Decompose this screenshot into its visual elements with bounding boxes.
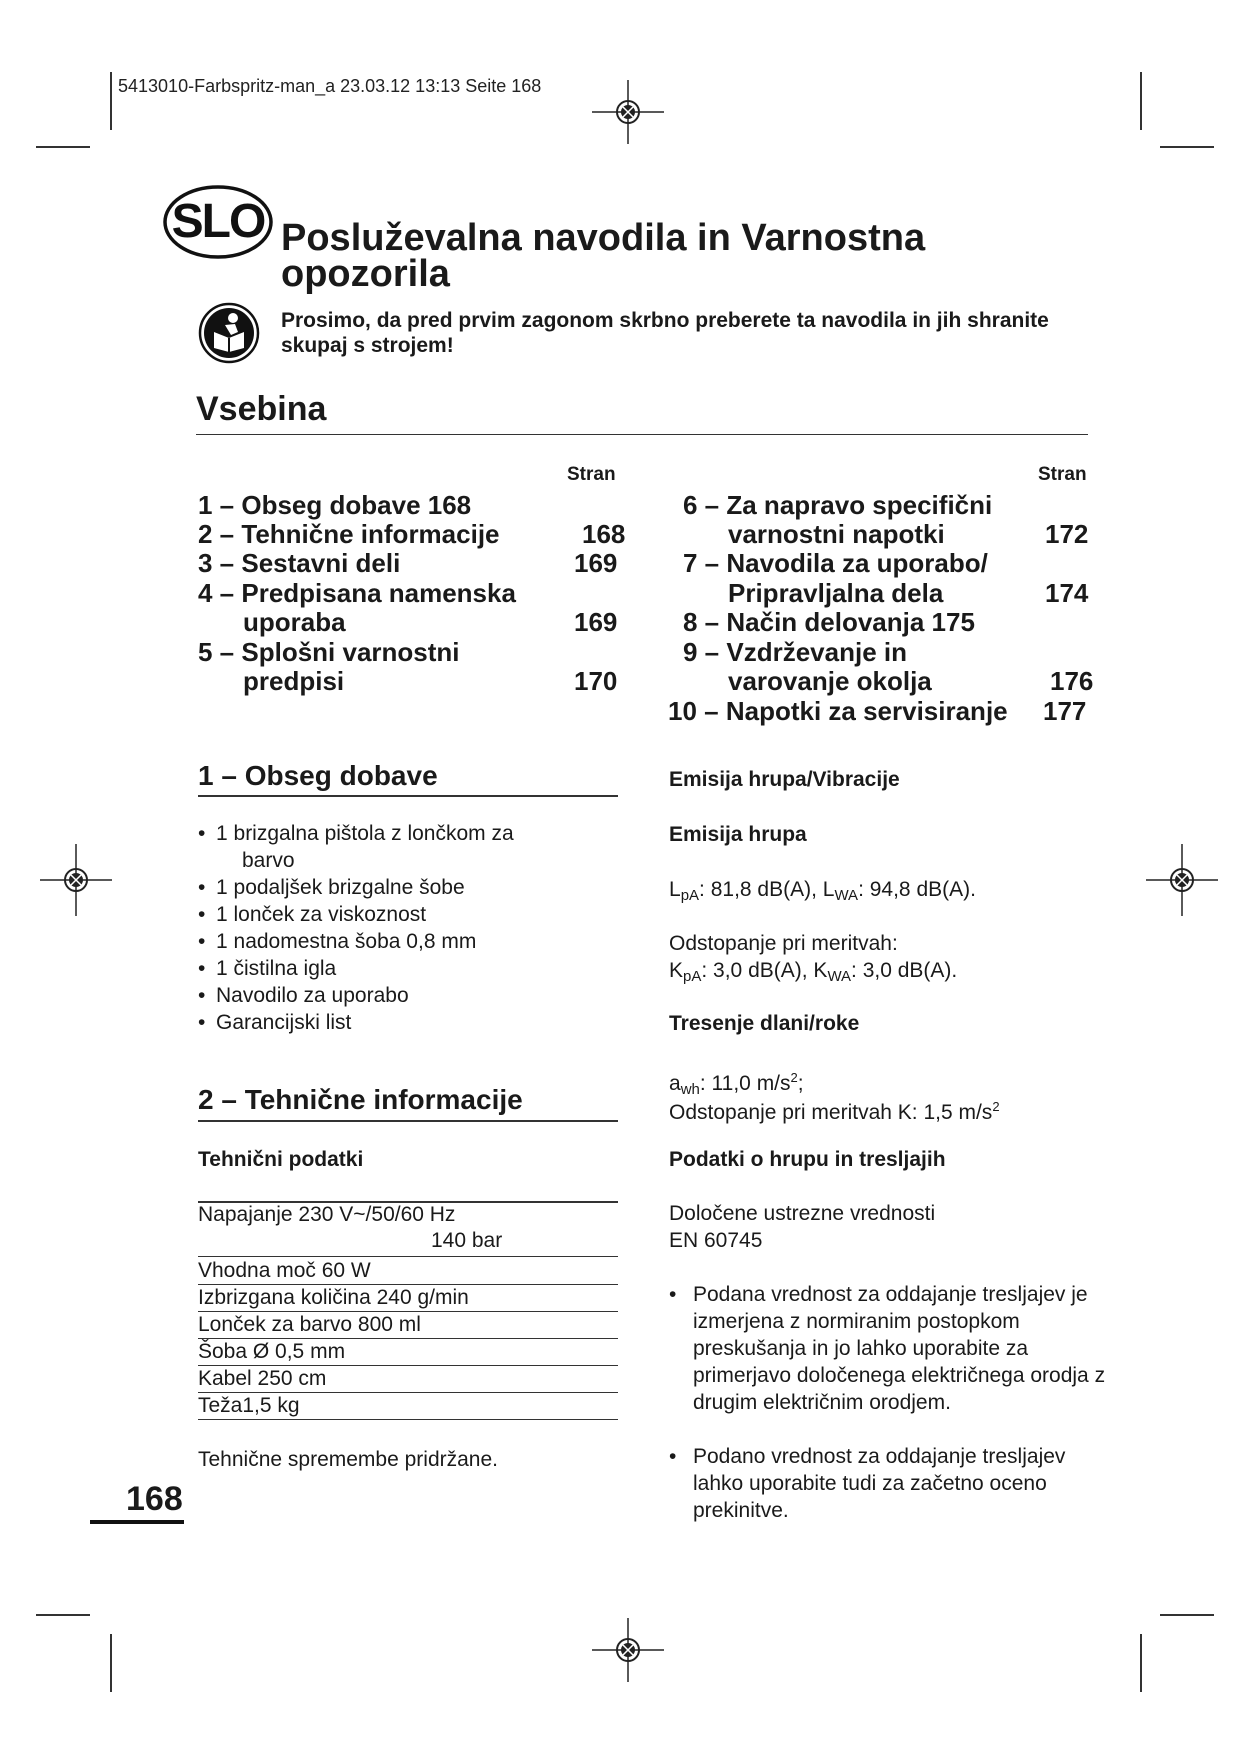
list-item: • 1 podaljšek brizgalne šobe <box>198 874 618 901</box>
section-heading: 1 – Obseg dobave <box>198 760 438 791</box>
toc-page-number: 174 <box>1045 578 1089 608</box>
spec-row: Šoba Ø 0,5 mm <box>198 1339 618 1366</box>
spec-note: Tehnične spremembe pridržane. <box>198 1448 498 1471</box>
toc-entry[interactable] <box>198 578 516 608</box>
toc-page-number: 169 <box>574 607 618 637</box>
list-item: • 1 čistilna igla <box>198 955 618 982</box>
toc-entry-cont: Pripravljalna dela <box>728 578 944 608</box>
deviation-label: Odstopanje pri meritvah: <box>669 932 898 955</box>
registration-mark-icon <box>592 1614 664 1686</box>
values-line: Določene ustrezne vrednosti <box>669 1202 936 1225</box>
spec-row: Kabel 250 cm <box>198 1366 618 1393</box>
divider <box>196 434 1088 435</box>
registration-mark-icon <box>40 844 112 916</box>
vibration-value: $a_{wh}$: 11,0 $m/s^2$; <box>669 1070 804 1098</box>
section-heading: 2 – Tehnične informacije <box>198 1084 523 1115</box>
spec-row <box>198 1202 618 1257</box>
info-bullet: • Podana vrednost za oddajanje tresljajev je izmerjena z normiranim postopkom preskušanja in jo lahko uporabite za primerjavo določenega električnega orodja z drugim električnim orodjem. <box>669 1281 1113 1416</box>
print-header: 5413010-Farbspritz-man_a 23.03.12 13:13 Seite 168 <box>118 76 542 96</box>
page-col-label: Stran <box>567 464 616 485</box>
spec-row: Izbrizgana količina 240 g/min <box>198 1285 618 1312</box>
vibration-deviation: Odstopanje pri meritvah K: 1,5 $m/s^2$ <box>669 1099 1000 1124</box>
toc-entry[interactable] <box>683 490 992 520</box>
crop-mark <box>110 1634 112 1692</box>
toc-entry-label: 6 – Za napravo specifični <box>683 490 993 520</box>
toc-entry-label: 5 – Splošni varnostni <box>198 637 460 667</box>
list-item: • Garancijski list <box>198 1009 618 1036</box>
toc-entry-cont: predpisi <box>243 666 345 696</box>
vibration-heading: Tresenje dlani/roke <box>669 1012 860 1035</box>
toc-entry-label: 10 – Napotki za servisiranje <box>668 696 1008 726</box>
noise-heading: Emisija hrupa <box>669 823 807 846</box>
list-item: • 1 nadomestna šoba 0,8 mm <box>198 928 618 955</box>
toc-page-number: 177 <box>1043 696 1087 726</box>
toc-entry[interactable] <box>198 519 500 549</box>
toc-entry[interactable] <box>683 548 988 578</box>
toc-entry[interactable] <box>198 490 471 520</box>
toc-entry[interactable] <box>683 637 907 667</box>
toc-page-number: 169 <box>574 548 618 578</box>
page-title: Posluževalna navodila in Varnostna opozorila <box>281 217 926 295</box>
deviation-values: $K_{pA}$: 3,0 dB(A), $K_{WA}$: 3,0 dB(A). <box>669 959 958 985</box>
spec-row: Vhodna moč 60 W <box>198 1258 618 1285</box>
values-line: EN 60745 <box>669 1229 763 1252</box>
spec-text-cont: 140 bar <box>431 1229 503 1252</box>
emission-heading: Emisija hrupa/Vibracije <box>669 768 900 791</box>
toc-entry-cont: varnostni napotki <box>728 519 945 549</box>
toc-entry-cont: varovanje okolja <box>728 666 932 696</box>
toc-entry[interactable] <box>668 696 1008 726</box>
page-number: 168 <box>126 1480 183 1518</box>
toc-entry-cont: uporaba <box>243 607 346 637</box>
intro-text: Prosimo, da pred prvim zagonom skrbno preberete ta navodila in jih shranite skupaj s strojem! <box>281 309 1049 357</box>
list-item: • 1 brizgalna pištola z lončkom za <box>198 820 618 847</box>
toc-entry[interactable] <box>198 637 460 667</box>
contents-heading: Vsebina <box>196 390 327 428</box>
spec-row: Teža1,5 kg <box>198 1393 618 1420</box>
toc-page-number: 170 <box>574 666 618 696</box>
list-item: • 1 lonček za viskoznost <box>198 901 618 928</box>
toc-entry-label: 3 – Sestavni deli <box>198 548 401 578</box>
registration-mark-icon <box>592 76 664 148</box>
toc-page-number: 168 <box>582 519 626 549</box>
specs-subheading: Tehnični podatki <box>198 1148 364 1171</box>
toc-entry-label: 9 – Vzdrževanje in <box>683 637 907 667</box>
toc-entry[interactable] <box>683 607 975 637</box>
noise-values: $L_{pA}$: 81,8 dB(A), $L_{WA}$: 94,8 dB(A). <box>669 878 976 904</box>
crop-mark <box>1160 146 1214 148</box>
toc-entry[interactable] <box>198 548 400 578</box>
toc-entry-label: 1 – Obseg dobave 168 <box>198 490 472 520</box>
crop-mark <box>1160 1614 1214 1616</box>
crop-mark <box>1140 1634 1142 1692</box>
toc-page-number: 172 <box>1045 519 1089 549</box>
divider <box>198 795 618 797</box>
list-item: • Navodilo za uporabo <box>198 982 618 1009</box>
toc-entry-label: 7 – Navodila za uporabo/ <box>683 548 988 578</box>
spec-row: Lonček za barvo 800 ml <box>198 1312 618 1339</box>
crop-mark <box>1140 72 1142 130</box>
spec-text: Napajanje 230 V~/50/60 Hz <box>198 1203 456 1226</box>
toc-entry-label: 4 – Predpisana namenska <box>198 578 516 608</box>
read-manual-icon <box>198 302 260 364</box>
toc-entry-label: 2 – Tehnične informacije <box>198 519 500 549</box>
crop-mark <box>36 1614 90 1616</box>
badge-text: SLO <box>171 195 265 248</box>
toc-entry-label: 8 – Način delovanja 175 <box>683 607 975 637</box>
page-number-underline <box>90 1520 184 1524</box>
list-item-cont: barvo <box>242 849 295 872</box>
crop-mark <box>36 146 90 148</box>
language-badge <box>162 184 274 260</box>
page-col-label: Stran <box>1038 464 1087 485</box>
info-bullet: • Podano vrednost za oddajanje tresljajev lahko uporabite tudi za začetno oceno prekinitve. <box>669 1443 1113 1524</box>
divider <box>198 1120 618 1122</box>
registration-mark-icon <box>1146 844 1218 916</box>
toc-page-number: 176 <box>1050 666 1094 696</box>
crop-mark <box>110 72 112 130</box>
delivery-list <box>198 820 618 1036</box>
data-heading: Podatki o hrupu in tresljajih <box>669 1148 946 1171</box>
